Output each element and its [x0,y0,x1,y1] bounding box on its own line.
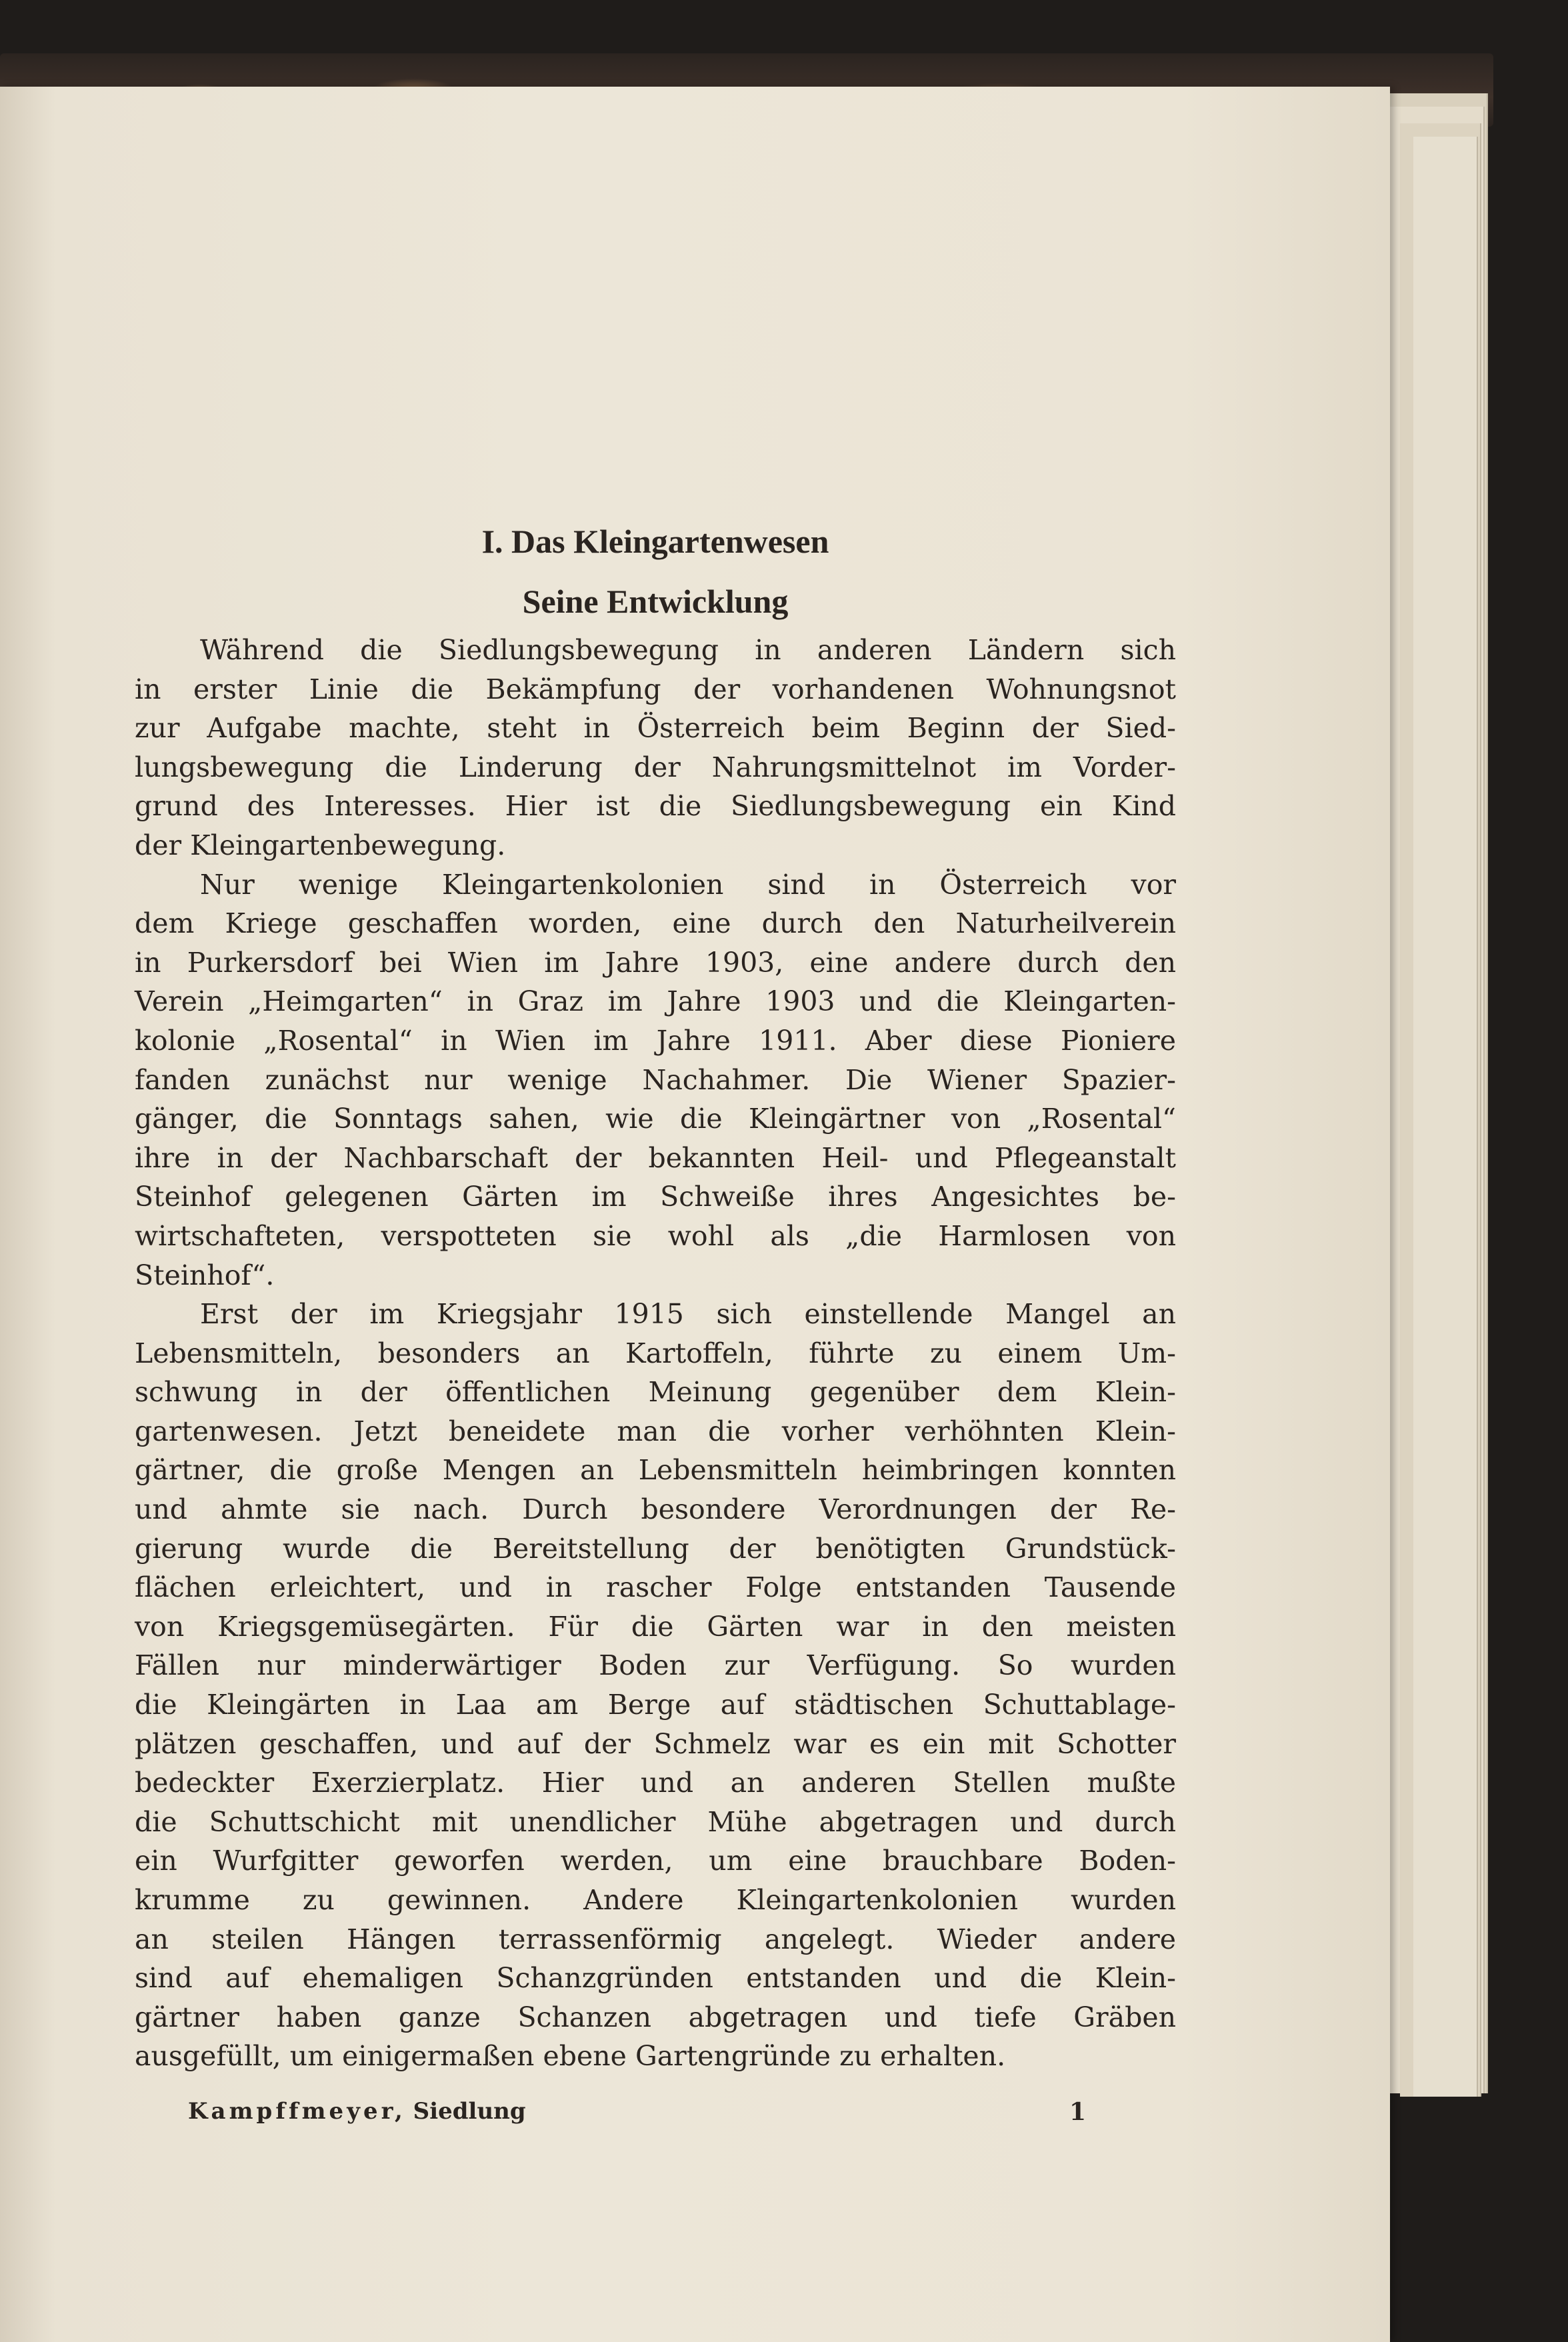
text-line: gartenwesen. Jetzt beneidete man die vorher verhöhnten Klein- [135,1415,1176,1447]
body-text [135,631,1176,2076]
text-line: von Kriegsgemüsegärten. Für die Gärten war in den meisten [135,1610,1176,1643]
page-text [135,503,1176,2076]
book-page [0,87,1390,2342]
text-line: die Schuttschicht mit unendlicher Mühe abgetragen und durch [135,1805,1176,1838]
paragraph [135,865,1176,1295]
text-line: in erster Linie die Bekämpfung der vorhandenen Wohnungsnot [135,673,1176,705]
text-line: die Kleingärten in Laa am Berge auf städtischen Schuttablage- [135,1689,1176,1721]
text-line: der Kleingartenbewegung. [135,829,506,861]
text-line: ein Wurfgitter geworfen werden, um eine brauchbare Boden- [135,1845,1176,1877]
text-line: ausgefüllt, um einigermaßen ebene Gartengründe zu erhalten. [135,2040,1006,2073]
page-edge [1413,137,1478,2097]
chapter-title: I. Das Kleingartenwesen [481,523,829,560]
text-line: Verein „Heimgarten“ in Graz im Jahre 1903 und die Kleingarten- [135,985,1176,1018]
text-line: Nur wenige Kleingartenkolonien sind in Österreich vor [200,868,1176,901]
text-line: gänger, die Sonntags sahen, wie die Kleingärtner von „Rosental“ [135,1103,1176,1135]
text-line: gärtner haben ganze Schanzen abgetragen und tiefe Gräben [135,2001,1176,2033]
paragraph [135,631,1176,865]
text-line: sind auf ehemaligen Schanzgründen entstanden und die Klein- [135,1962,1176,1995]
text-line: bedeckter Exerzierplatz. Hier und an anderen Stellen mußte [135,1767,1176,1799]
paragraph [135,1295,1176,2076]
text-line: kolonie „Rosental“ in Wien im Jahre 1911. Aber diese Pioniere [135,1024,1176,1057]
text-line: an steilen Hängen terrassenförmig angelegt. Wieder andere [135,1923,1176,1955]
text-line: ihre in der Nachbarschaft der bekannten Heil- und Pflegeanstalt [135,1141,1176,1174]
text-line: Steinhof“. [135,1259,275,1291]
text-line: fanden zunächst nur wenige Nachahmer. Die Wiener Spazier- [135,1063,1176,1096]
text-line: plätzen geschaffen, und auf der Schmelz war es ein mit Schotter [135,1727,1176,1760]
text-line: grund des Interesses. Hier ist die Siedlungsbewegung ein Kind [135,790,1176,823]
footer-title: Siedlung [413,2098,526,2125]
text-line: dem Kriege geschaffen worden, eine durch den Naturheilverein [135,907,1176,940]
text-line: Während die Siedlungsbewegung in anderen Ländern sich [200,634,1176,666]
text-line: Steinhof gelegenen Gärten im Schweiße ihres Angesichtes be- [135,1181,1176,1213]
footer-author: Kampffmeyer, [188,2098,406,2125]
text-line: gärtner, die große Mengen an Lebensmitteln heimbringen konnten [135,1454,1176,1487]
text-line: flächen erleichtert, und in rascher Folge entstanden Tausende [135,1571,1176,1604]
text-line: Erst der im Kriegsjahr 1915 sich einstellende Mangel an [200,1298,1176,1331]
text-line: gierung wurde die Bereitstellung der benötigten Grundstück- [135,1532,1176,1565]
text-line: lungsbewegung die Linderung der Nahrungsmittelnot im Vorder- [135,751,1176,783]
text-line: und ahmte sie nach. Durch besondere Verordnungen der Re- [135,1493,1176,1526]
text-line: Lebensmitteln, besonders an Kartoffeln, führte zu einem Um- [135,1337,1176,1369]
text-line: Fällen nur minderwärtiger Boden zur Verfügung. So wurden [135,1649,1176,1682]
page-footer [188,2098,1087,2126]
section-title: Seine Entwicklung [522,583,789,620]
text-line: wirtschafteten, verspotteten sie wohl als „die Harmlosen von [135,1219,1176,1252]
text-line: schwung in der öffentlichen Meinung gegenüber dem Klein- [135,1376,1176,1409]
page-number: 1 [1069,2098,1087,2126]
text-line: krumme zu gewinnen. Andere Kleingartenkolonien wurden [135,1884,1176,1916]
text-line: zur Aufgabe machte, steht in Österreich beim Beginn der Sied- [135,712,1176,745]
text-line: in Purkersdorf bei Wien im Jahre 1903, eine andere durch den [135,946,1176,979]
